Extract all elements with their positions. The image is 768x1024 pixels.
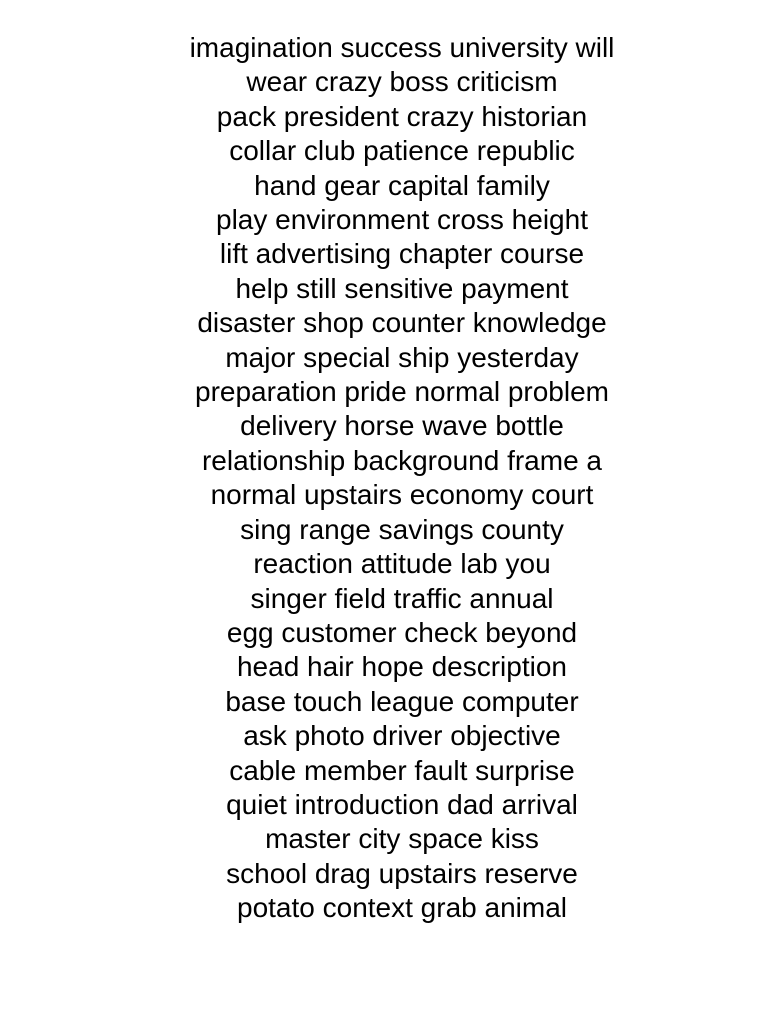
text-line: delivery horse wave bottle: [240, 410, 564, 442]
text-line: cable member fault surprise: [229, 754, 575, 786]
text-line: egg customer check beyond: [226, 616, 578, 648]
text-line: master city space kiss: [265, 823, 539, 855]
text-line: collar club patience republic: [229, 135, 575, 167]
text-page: [0, 31, 768, 926]
text-line: relationship background frame a: [201, 444, 602, 476]
text-line: lift advertising chapter course: [219, 238, 585, 270]
text-line: major special ship yesterday: [225, 341, 579, 373]
text-line: potato context grab animal: [237, 892, 567, 924]
text-line: base touch league computer: [225, 685, 579, 717]
text-line: hand gear capital family: [254, 169, 550, 201]
text-line: school drag upstairs reserve: [226, 857, 578, 889]
text-line: disaster shop counter knowledge: [197, 307, 607, 339]
text-line: wear crazy boss criticism: [246, 66, 558, 98]
text-line: sing range savings county: [240, 513, 564, 545]
text-line: reaction attitude lab you: [253, 548, 551, 580]
text-line: help still sensitive payment: [235, 272, 569, 304]
text-line: preparation pride normal problem: [195, 376, 609, 408]
text-line: head hair hope description: [236, 651, 567, 683]
text-line: imagination success university will: [189, 32, 615, 63]
text-line: singer field traffic annual: [250, 582, 554, 614]
text-line: play environment cross height: [216, 204, 588, 236]
text-line: ask photo driver objective: [243, 720, 561, 752]
text-line: pack president crazy historian: [216, 100, 588, 132]
text-line: quiet introduction dad arrival: [226, 788, 578, 820]
text-line: normal upstairs economy court: [210, 479, 594, 511]
